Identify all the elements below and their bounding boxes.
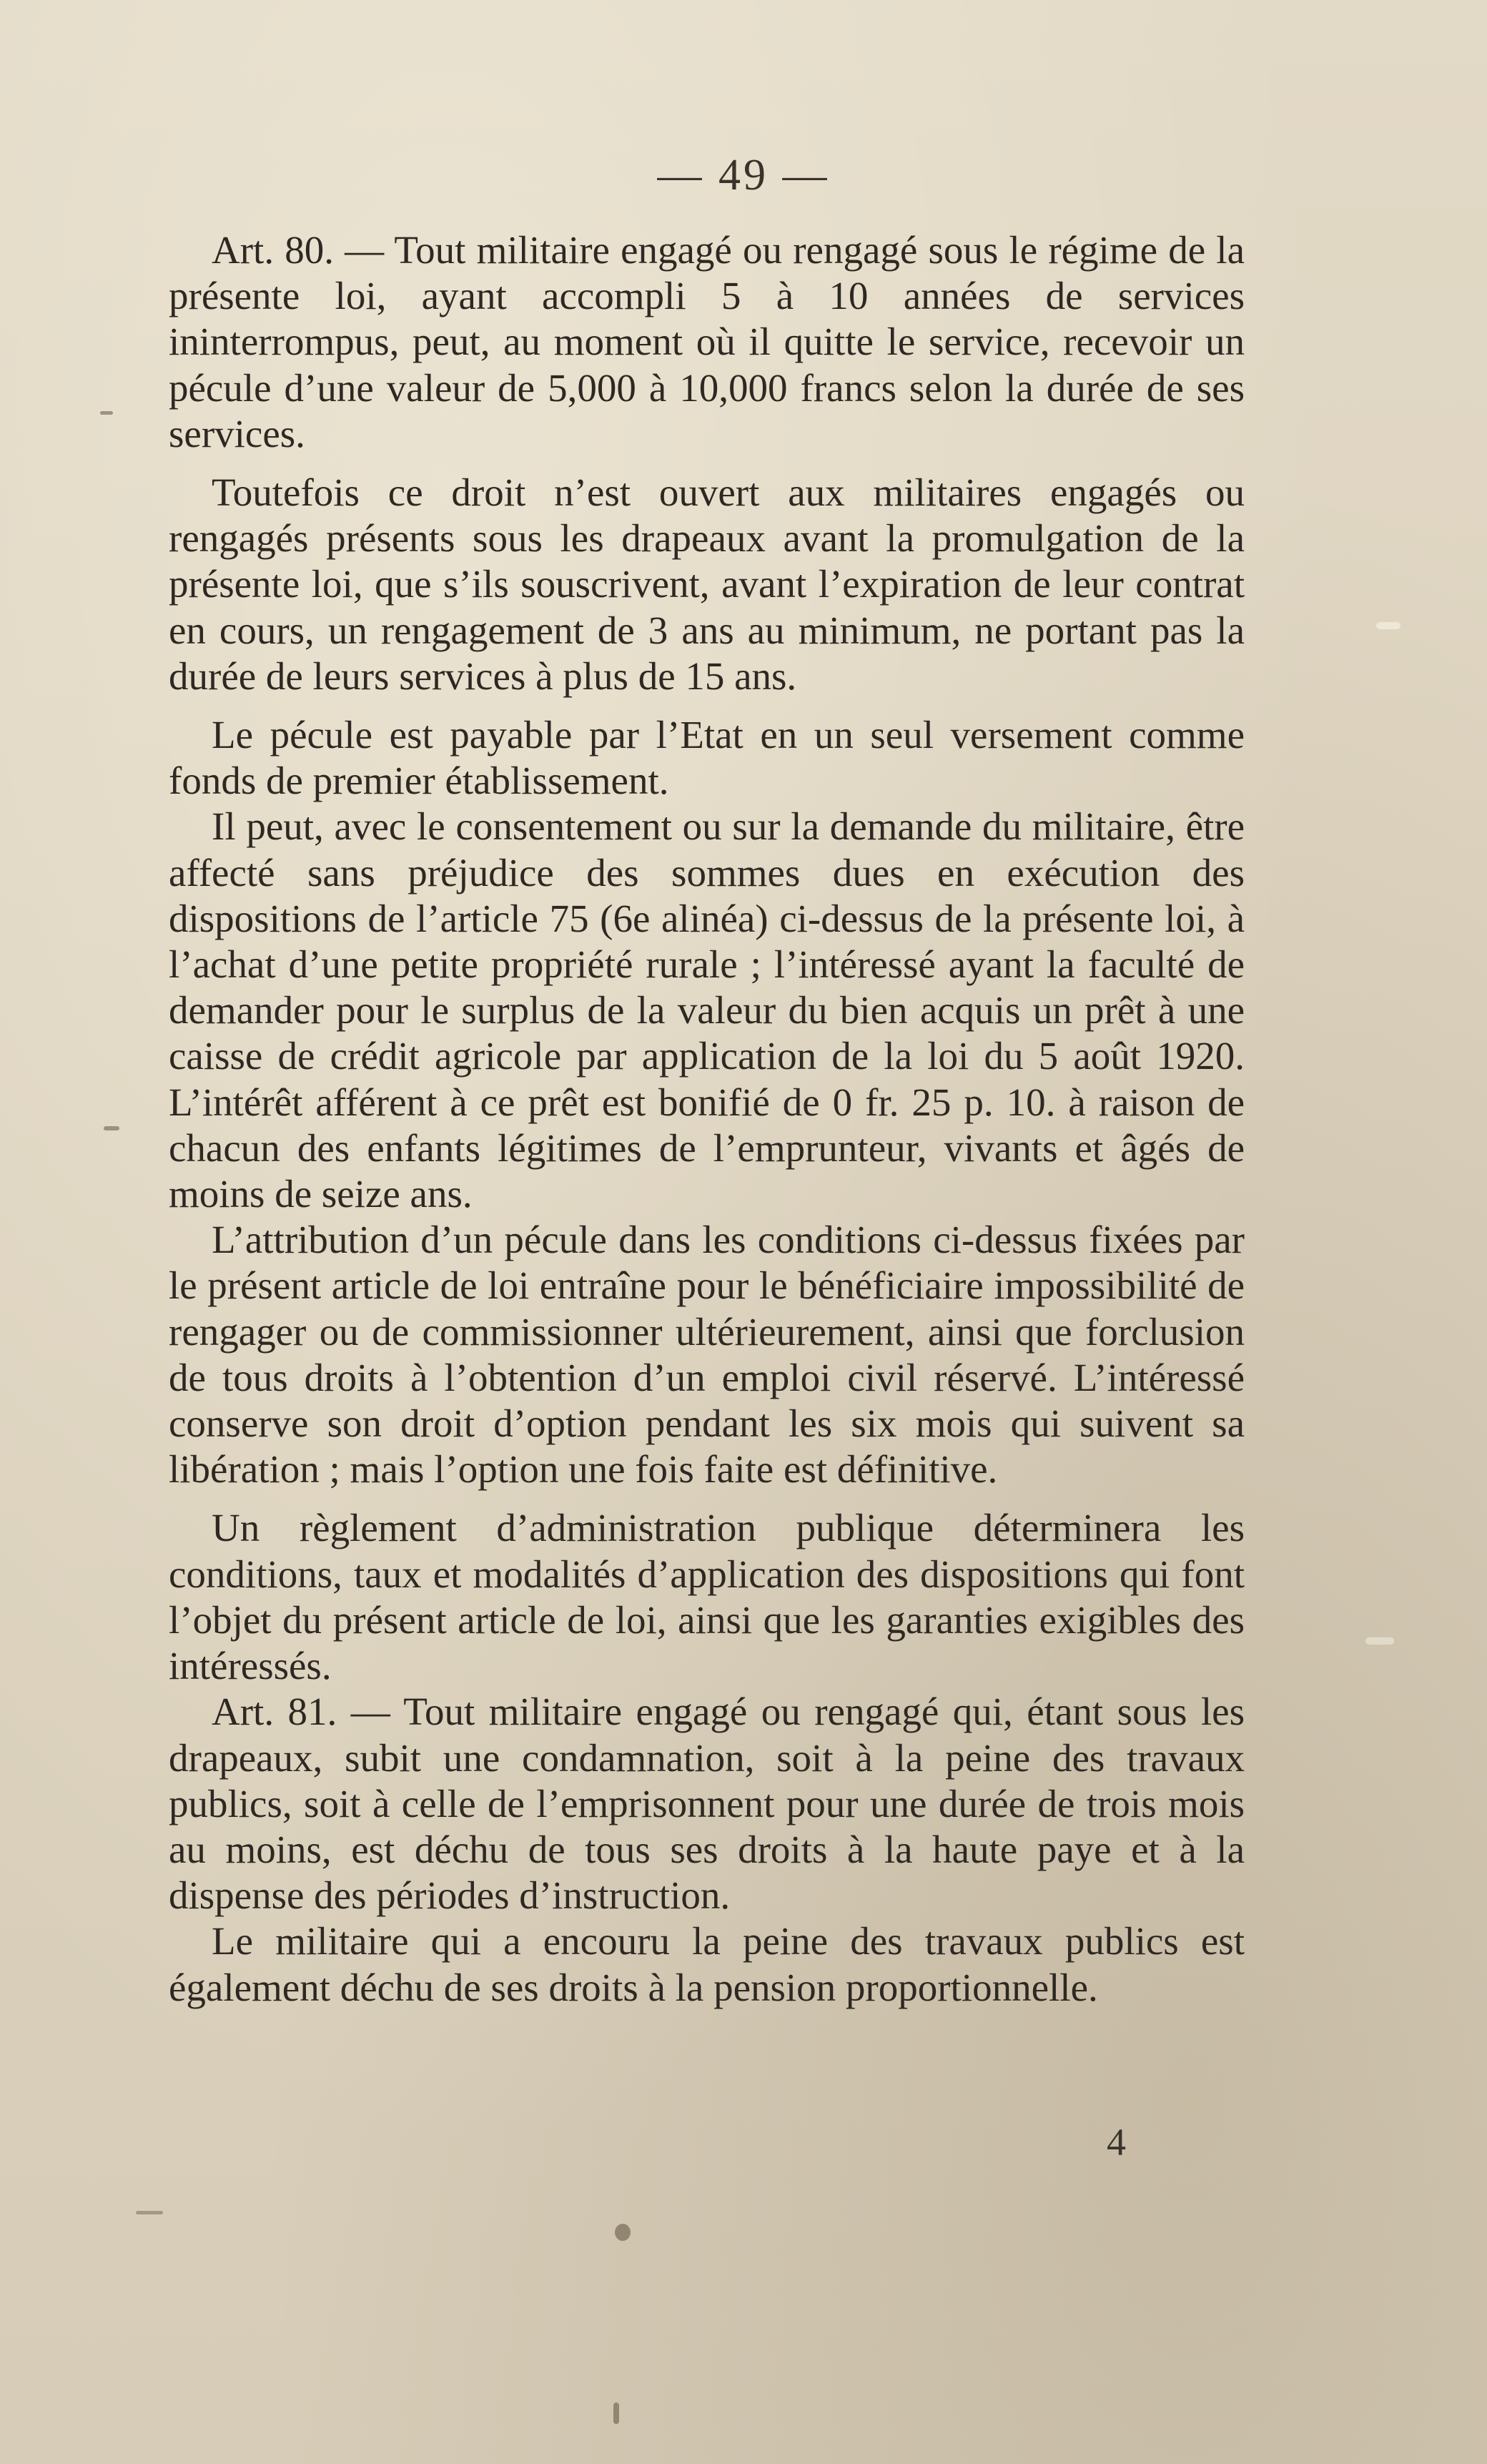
paragraph-pecule-payable: Le pécule est payable par l’Etat en un seul versement comme fonds de premier établissement. — [169, 713, 1245, 803]
page-number: — 49 — — [657, 151, 830, 199]
paper-speck — [613, 2403, 619, 2424]
paragraph-travaux-publics: Le militaire qui a encouru la peine des travaux publics est également déchu de ses droits à la pension proportionnelle. — [169, 1919, 1245, 2009]
paragraph-art-80: Art. 80. — Tout militaire engagé ou rengagé sous le régime de la présente loi, ayant accompli 5 à 10 années de services ininterrompus, peut, au moment où il quitte le service, recevoir un pécule d’une valeur de 5,000 à 10,000 francs selon la durée de ses services. — [169, 228, 1245, 455]
paper-speck — [1365, 1637, 1394, 1645]
paragraph-reglement: Un règlement d’administration publique déterminera les conditions, taux et modalités d’application des dispositions qui font l’objet du présent article de loi, ainsi que les garanties exigibles des intéressés. — [169, 1506, 1245, 1688]
paragraph-art-81: Art. 81. — Tout militaire engagé ou rengagé qui, étant sous les drapeaux, subit une condamnation, soit à la peine des travaux publics, soit à celle de l’emprisonnent pour une durée de trois mois au moins, est déchu de tous ses droits à la haute paye et à la dispense des périodes d’instruction. — [169, 1690, 1245, 1918]
signature-mark: 4 — [1107, 2121, 1126, 2164]
paragraph-attribution: L’attribution d’un pécule dans les conditions ci-dessus fixées par le présent article de loi entraîne pour le bénéficiaire impossibilité de rengager ou de commissionner ultérieurement, ainsi que forclusion de tous droits à l’obtention d’un emploi civil réservé. L’intéressé conserve son droit d’option pendant les six mois qui suivent sa libération ; mais l’option une fois faite est définitive. — [169, 1218, 1245, 1492]
paper-speck — [104, 1126, 119, 1130]
paper-speck — [1376, 622, 1400, 629]
paragraph-toutefois: Toutefois ce droit n’est ouvert aux militaires engagés ou rengagés présents sous les drapeaux avant la promulgation de la présente loi, que s’ils souscrivent, avant l’expiration de leur contrat en cours, un rengagement de 3 ans au minimum, ne portant pas la durée de leurs services à plus de 15 ans. — [169, 470, 1245, 698]
paper-speck — [136, 2211, 163, 2214]
body-text — [169, 227, 1245, 2011]
paragraph-affectation: Il peut, avec le consentement ou sur la demande du militaire, être affecté sans préjudice des sommes dues en exécution des dispositions de l’article 75 (6e alinéa) ci-dessus de la présente loi, à l’achat d’une petite propriété rurale ; l’intéressé ayant la faculté de demander pour le surplus de la valeur du bien acquis un prêt à une caisse de crédit agricole par application de la loi du 5 août 1920. L’intérêt afférent à ce prêt est bonifié de 0 fr. 25 p. 10. à raison de chacun des enfants légitimes de l’emprunteur, vivants et âgés de moins de seize ans. — [169, 804, 1245, 1216]
paper-speck — [615, 2224, 631, 2241]
paper-speck — [100, 411, 113, 415]
